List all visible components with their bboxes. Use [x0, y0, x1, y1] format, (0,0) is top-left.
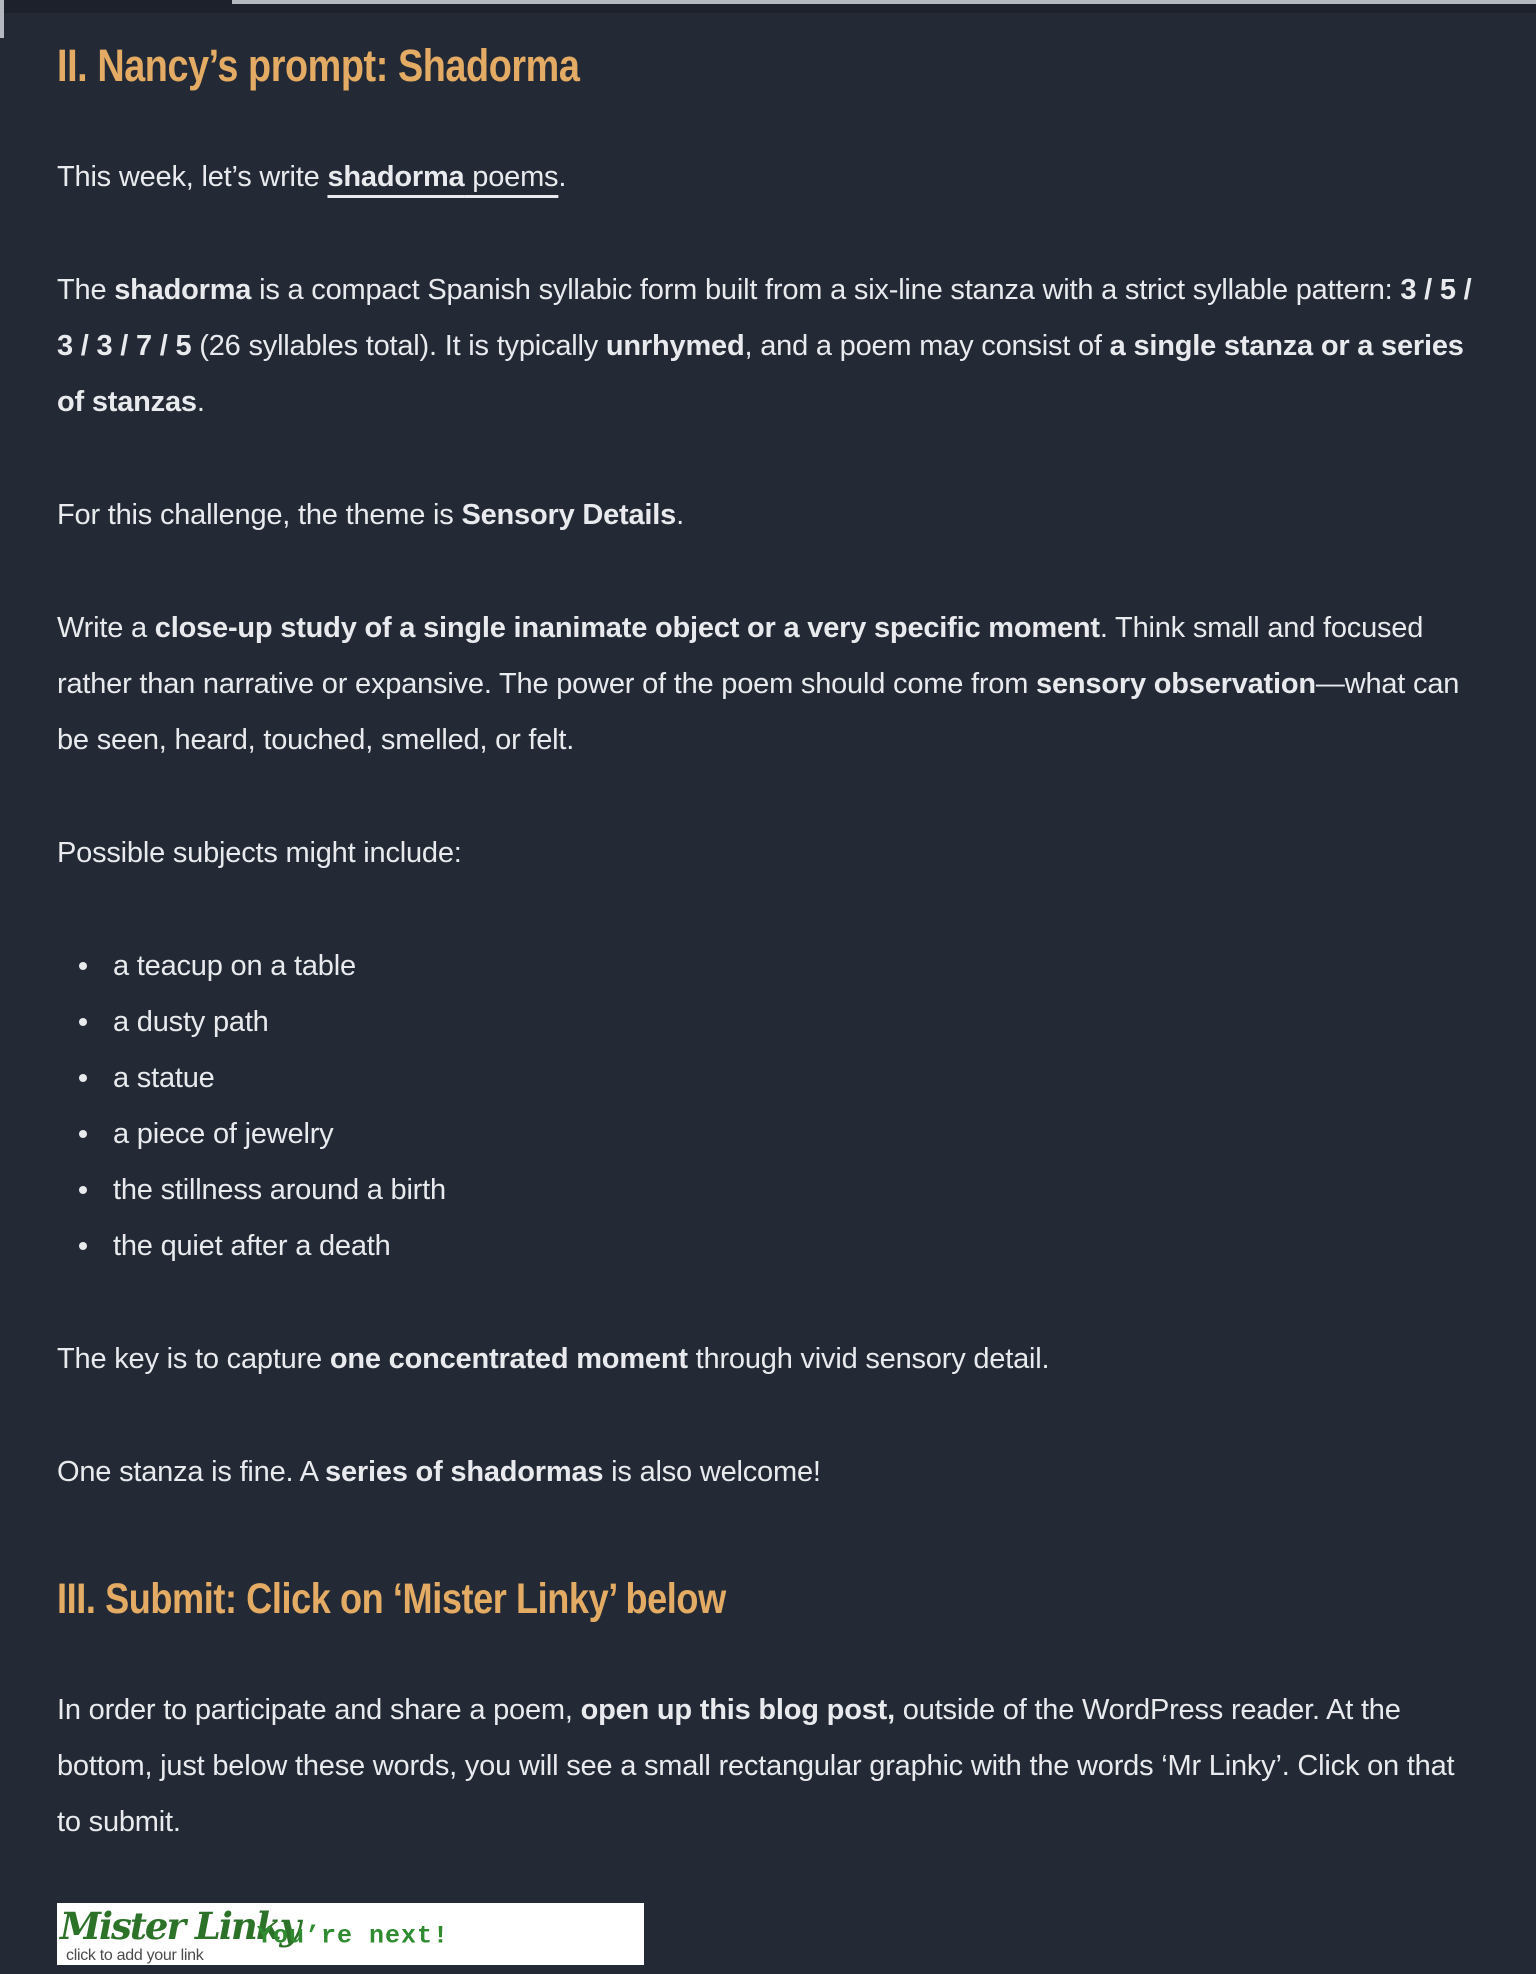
- section-heading-submit: III. Submit: Click on ‘Mister Linky’ below: [57, 1575, 726, 1623]
- mister-linky-logo[interactable]: Mister Linky: [60, 1904, 299, 1948]
- section-heading-prompt: II. Nancy’s prompt: Shadorma: [57, 40, 580, 91]
- subjects-list: [57, 938, 1479, 1274]
- list-item: a statue: [57, 1050, 1479, 1106]
- one-stanza-paragraph: One stanza is fine. A series of shadormas is also welcome!: [57, 1456, 821, 1488]
- write-paragraph: Write a close-up study of a single inanimate object or a very specific moment. Think small and focused rather than narrative or expansive. The power of the poem should come from sensory observation—what can be seen, heard, touched, smelled, or felt.: [57, 612, 1460, 756]
- intro-pre: This week, let’s write: [57, 161, 328, 193]
- list-item: the stillness around a birth: [57, 1162, 1479, 1218]
- intro-post: .: [558, 161, 567, 193]
- list-item: a piece of jewelry: [57, 1106, 1479, 1162]
- list-item: a teacup on a table: [57, 938, 1479, 994]
- shadorma-poems-link[interactable]: shadorma poems: [327, 161, 559, 193]
- linky-cta: You’re next!: [257, 1921, 450, 1951]
- linky-tagline: click to add your link: [66, 1947, 204, 1964]
- subjects-intro: Possible subjects might include:: [57, 837, 462, 869]
- submit-paragraph: In order to participate and share a poem, open up this blog post, outside of the WordPress reader. At the bottom, just below these words, you will see a small rectangular graphic with the words ‘Mr Linky’. Click on that to submit.: [57, 1694, 1455, 1838]
- mister-linky-graphic[interactable]: [57, 1903, 644, 1965]
- intro-paragraph: [57, 149, 1479, 205]
- theme-paragraph: For this challenge, the theme is Sensory Details.: [57, 499, 684, 531]
- form-paragraph: The shadorma is a compact Spanish syllabic form built from a six-line stanza with a strict syllable pattern: 3 / 5 / 3 / 3 / 7 / 5 (26 syllables total). It is typically unrhymed, and a poem may consist of a single stanza or a series of stanzas.: [57, 274, 1472, 418]
- list-item: a dusty path: [57, 994, 1479, 1050]
- list-item: the quiet after a death: [57, 1218, 1479, 1274]
- key-paragraph: The key is to capture one concentrated moment through vivid sensory detail.: [57, 1343, 1050, 1375]
